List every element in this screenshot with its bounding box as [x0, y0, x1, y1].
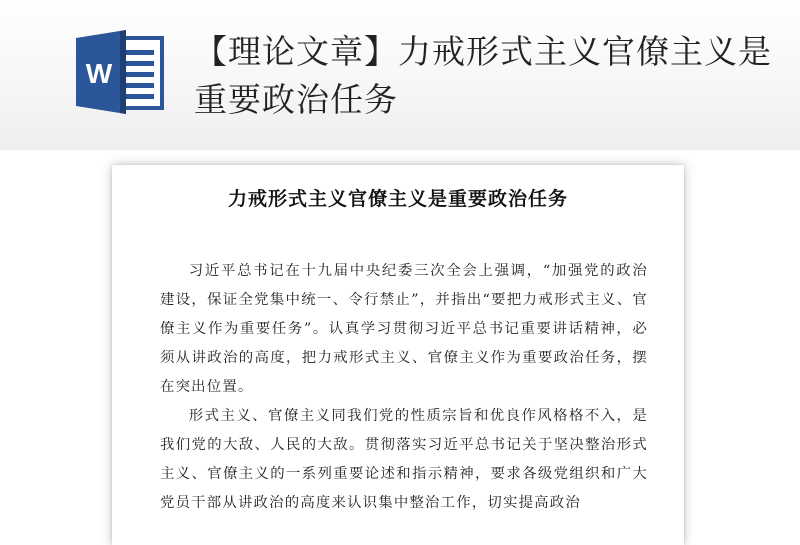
document-body — [160, 257, 648, 518]
document-page — [112, 165, 684, 545]
paragraph: 习近平总书记在十九届中央纪委三次全会上强调，“加强党的政治建设，保证全党集中统一、令行禁止”，并指出“要把力戒形式主义、官僚主义作为重要任务”。认真学习贯彻习近平总书记重要讲话精神，必须从讲政治的高度，把力戒形式主义、官僚主义作为重要政治任务，摆在突出位置。 — [160, 263, 648, 395]
paragraph: 形式主义、官僚主义同我们党的性质宗旨和优良作风格格不入，是我们党的大敌、人民的大敌。贯彻落实习近平总书记关于坚决整治形式主义、官僚主义的一系列重要论述和指示精神，要求各级党组织和广大党员干部从讲政治的高度来认识集中整治工作，切实提高政治 — [160, 408, 648, 511]
word-icon-letter: W — [85, 58, 113, 89]
word-document-icon — [74, 30, 166, 114]
banner-header — [0, 0, 800, 150]
banner-title: 【理论文章】力戒形式主义官僚主义是重要政治任务 — [194, 32, 772, 119]
document-title: 力戒形式主义官僚主义是重要政治任务 — [227, 188, 568, 210]
